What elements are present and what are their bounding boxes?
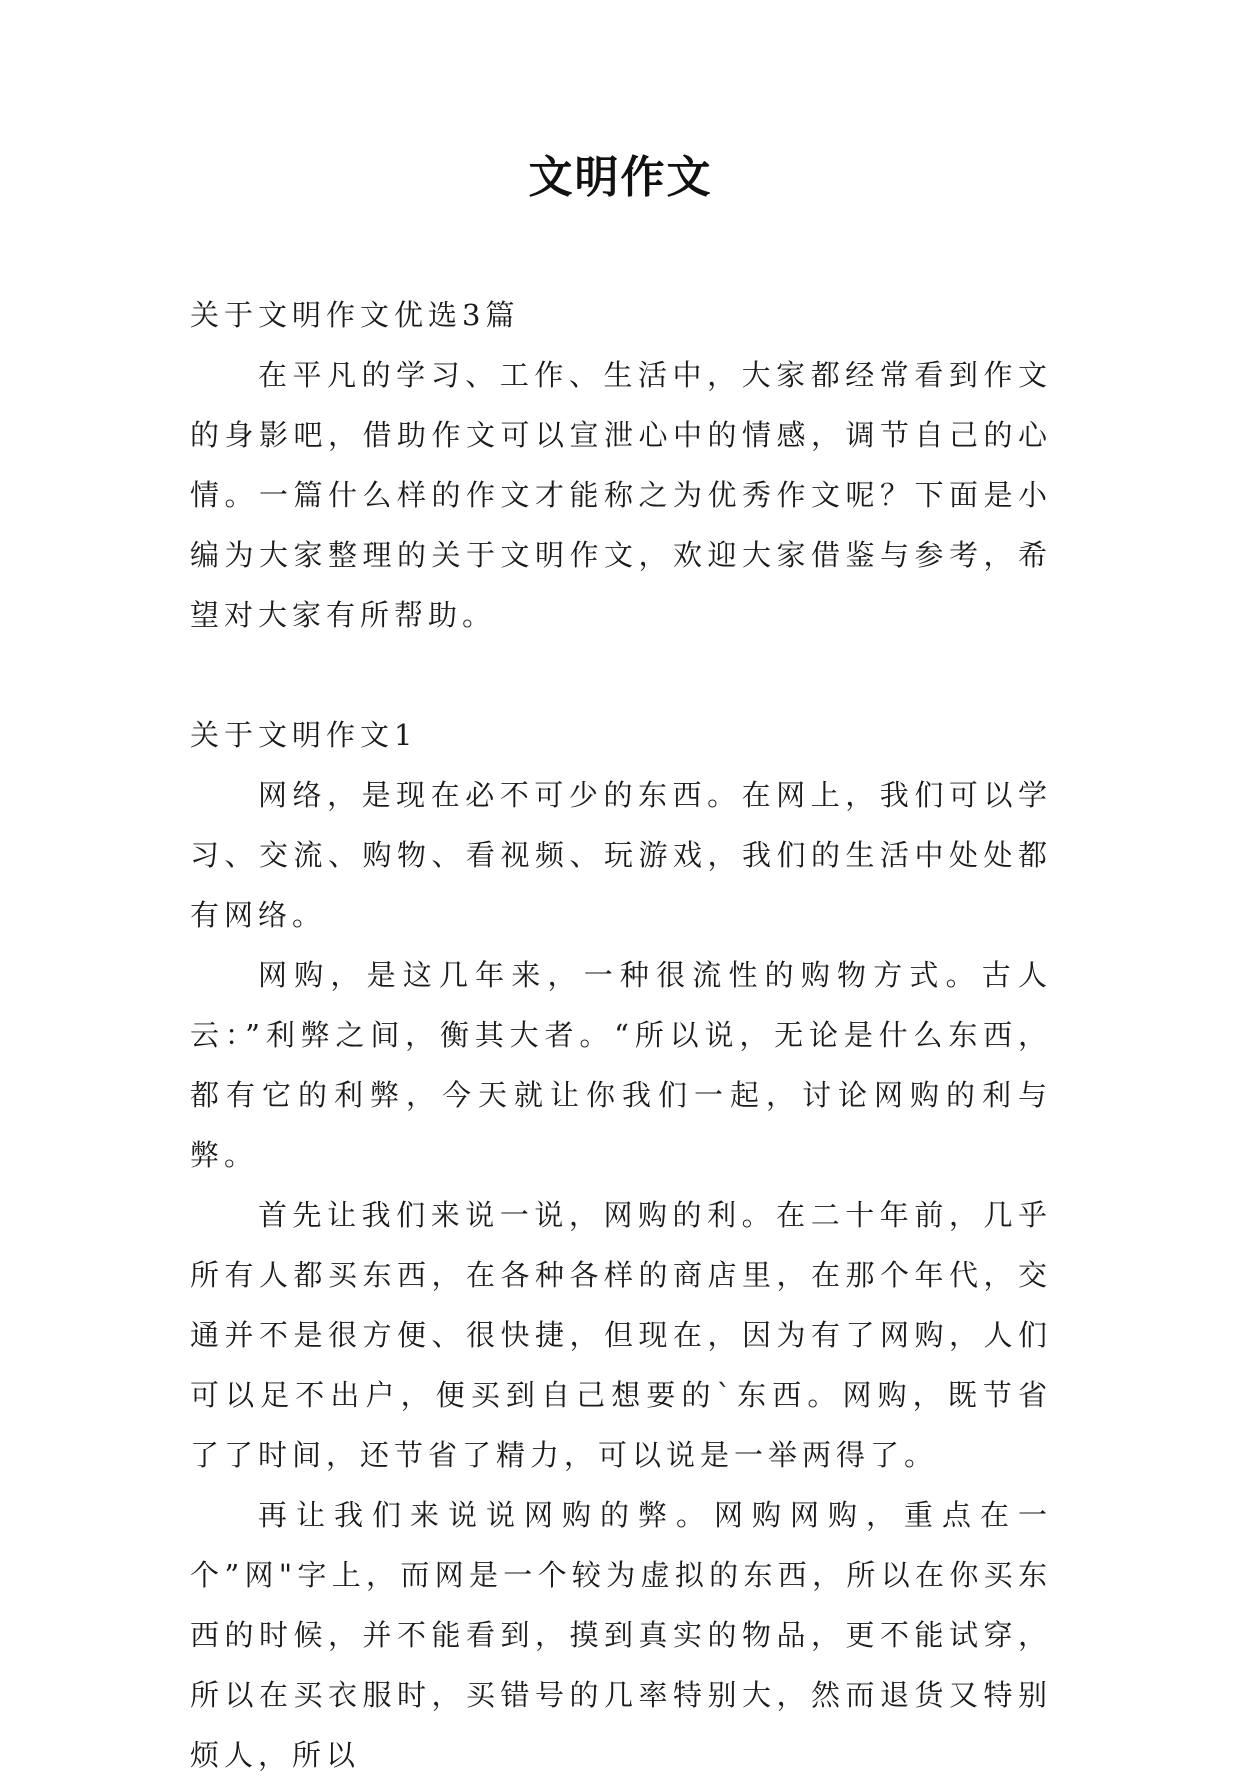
document-title: 文明作文 [528,152,713,203]
essay-1-heading: 关于文明作文1 [190,718,418,752]
essay-1-paragraph: 网络，是现在必不可少的东西。在网上，我们可以学习、交流、购物、看视频、玩游戏，我们的生活中处处都有网络。 [190,778,1052,932]
essay-1-paragraph: 首先让我们来说一说，网购的利。在二十年前，几乎所有人都买东西，在各种各样的商店里，在那个年代，交通并不是很方便、很快捷，但现在，因为有了网购，人们可以足不出户，便买到自己想要的`东西。网购，既节省了了时间，还节省了精力，可以说是一举两得了。 [190,1198,1052,1472]
section-spacer [190,645,1052,705]
essay-1-paragraph: 再让我们来说说网购的弊。网购网购，重点在一个”网"字上，而网是一个较为虚拟的东西，所以在你买东西的时候，并不能看到，摸到真实的物品，更不能试穿，所以在买衣服时，买错号的几率特别大，然而退货又特别烦人，所以 [190,1498,1052,1772]
essay-1-paragraph: 网购，是这几年来，一种很流性的购物方式。古人云：”利弊之间，衡其大者。“所以说，无论是什么东西，都有它的利弊，今天就让你我们一起，讨论网购的利与弊。 [190,958,1052,1172]
document-body [190,285,1052,1785]
intro-heading: 关于文明作文优选3篇 [190,298,520,332]
intro-paragraph: 在平凡的学习、工作、生活中，大家都经常看到作文的身影吧，借助作文可以宣泄心中的情感，调节自己的心情。一篇什么样的作文才能称之为优秀作文呢？下面是小编为大家整理的关于文明作文，欢迎大家借鉴与参考，希望对大家有所帮助。 [190,358,1052,632]
